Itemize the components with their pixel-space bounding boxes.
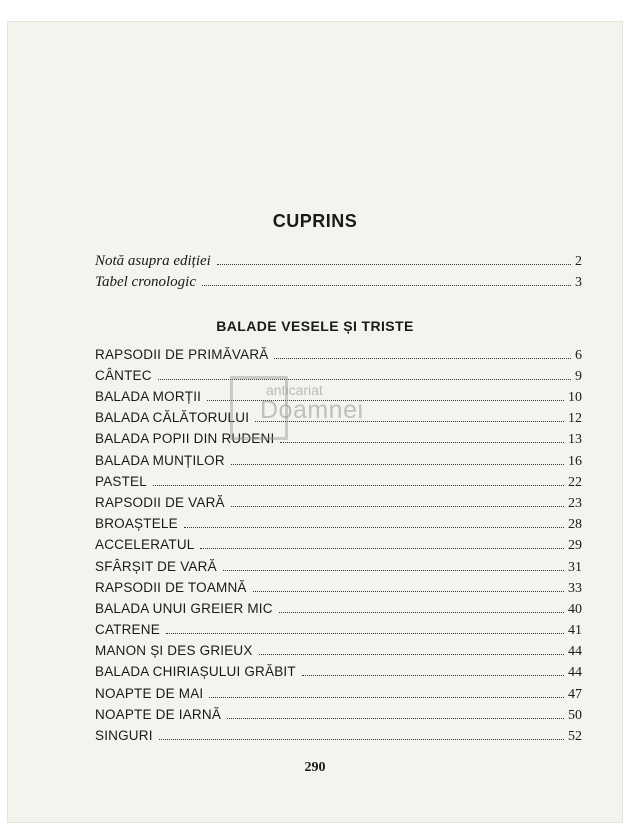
- toc-entry-page: 13: [568, 432, 582, 447]
- toc-entry-page: 6: [575, 348, 582, 363]
- toc-entry: [95, 580, 582, 600]
- toc-intro-row: [95, 274, 582, 294]
- dot-leader: [166, 632, 564, 634]
- toc-entry-title: CÂNTEC: [95, 368, 152, 383]
- toc-entry-page: 50: [568, 708, 582, 723]
- toc-entry-title: BALADA UNUI GREIER MIC: [95, 601, 273, 616]
- toc-entry-page: 28: [568, 517, 582, 532]
- dot-leader: [153, 484, 564, 486]
- dot-leader: [231, 505, 564, 507]
- dot-leader: [274, 357, 571, 359]
- toc-entry-title: BALADA MORȚII: [95, 389, 202, 404]
- dot-leader: [255, 420, 564, 422]
- toc-entry-title: BALADA POPII DIN RUDENI: [95, 431, 275, 446]
- dot-leader: [279, 611, 564, 613]
- toc-entry: [95, 537, 582, 557]
- toc-entry-page: 29: [568, 538, 582, 553]
- toc-entry-page: 40: [568, 602, 582, 617]
- toc-entry-title: RAPSODII DE VARĂ: [95, 495, 225, 510]
- toc-entry-title: NOAPTE DE IARNĂ: [95, 707, 222, 722]
- toc-entry-page: 52: [568, 729, 582, 744]
- dot-leader: [280, 441, 564, 443]
- toc-entry-page: 31: [568, 560, 582, 575]
- dot-leader: [200, 547, 564, 549]
- dot-leader: [159, 738, 564, 740]
- toc-entry-title: CATRENE: [95, 622, 160, 637]
- toc-entry-page: 9: [575, 369, 582, 384]
- toc-entry-page: 44: [568, 665, 582, 680]
- toc-entry: [95, 728, 582, 748]
- toc-entry: [95, 347, 582, 367]
- toc-entry-page: 41: [568, 623, 582, 638]
- toc-entry: [95, 664, 582, 684]
- toc-entry-title: BALADA CĂLĂTORULUI: [95, 410, 250, 425]
- toc-entry-page: 47: [568, 687, 582, 702]
- dot-leader: [202, 284, 571, 286]
- watermark-big-text: Doamnei: [260, 396, 364, 424]
- dot-leader: [302, 674, 564, 676]
- toc-entry-title: SINGURI: [95, 728, 153, 743]
- toc-entry: [95, 559, 582, 579]
- dot-leader: [259, 653, 564, 655]
- toc-entry: [95, 622, 582, 642]
- toc-entry: [95, 707, 582, 727]
- toc-entry-title: BROAȘTELE: [95, 516, 178, 531]
- toc-entry-title: BALADA MUNȚILOR: [95, 453, 225, 468]
- dot-leader: [184, 526, 564, 528]
- toc-entry: [95, 643, 582, 663]
- toc-entry-title: MANON ȘI DES GRIEUX: [95, 643, 253, 658]
- toc-entry-page: 16: [568, 454, 582, 469]
- toc-entry: [95, 410, 582, 430]
- toc-entry-page: 10: [568, 390, 582, 405]
- watermark-small-text: anticariat: [266, 382, 323, 398]
- toc-entry-title: RAPSODII DE TOAMNĂ: [95, 580, 247, 595]
- toc-intro-page: 3: [575, 275, 582, 290]
- toc-entry-page: 12: [568, 411, 582, 426]
- toc-entry-page: 22: [568, 475, 582, 490]
- dot-leader: [217, 263, 571, 265]
- toc-entry-page: 44: [568, 644, 582, 659]
- dot-leader: [207, 399, 564, 401]
- toc-entry-title: NOAPTE DE MAI: [95, 686, 204, 701]
- toc-entry: [95, 389, 582, 409]
- dot-leader: [253, 590, 564, 592]
- toc-entry: [95, 601, 582, 621]
- page-title: CUPRINS: [272, 211, 358, 231]
- toc-entry: [95, 474, 582, 494]
- toc-entry-title: RAPSODII DE PRIMĂVARĂ: [95, 347, 269, 362]
- dot-leader: [223, 569, 564, 571]
- toc-entry: [95, 368, 582, 388]
- toc-intro-row: [95, 253, 582, 273]
- dot-leader: [209, 696, 564, 698]
- toc-entry-title: ACCELERATUL: [95, 537, 195, 552]
- toc-intro-label: Notă asupra ediției: [95, 253, 211, 269]
- toc-entry-title: SFÂRȘIT DE VARĂ: [95, 559, 217, 574]
- toc-entry: [95, 495, 582, 515]
- toc-entry-title: BALADA CHIRIAȘULUI GRĂBIT: [95, 664, 296, 679]
- toc-entry-page: 23: [568, 496, 582, 511]
- toc-intro-label: Tabel cronologic: [95, 274, 196, 290]
- toc-entry: [95, 431, 582, 451]
- dot-leader: [231, 463, 564, 465]
- page-number: 290: [304, 760, 326, 775]
- toc-entry-title: PASTEL: [95, 474, 147, 489]
- toc-intro-page: 2: [575, 254, 582, 269]
- dot-leader: [158, 378, 571, 380]
- dot-leader: [227, 717, 564, 719]
- section-heading: BALADE VESELE ȘI TRISTE: [216, 318, 414, 334]
- toc-entry: [95, 453, 582, 473]
- toc-entry: [95, 686, 582, 706]
- toc-entry-page: 33: [568, 581, 582, 596]
- toc-entry: [95, 516, 582, 536]
